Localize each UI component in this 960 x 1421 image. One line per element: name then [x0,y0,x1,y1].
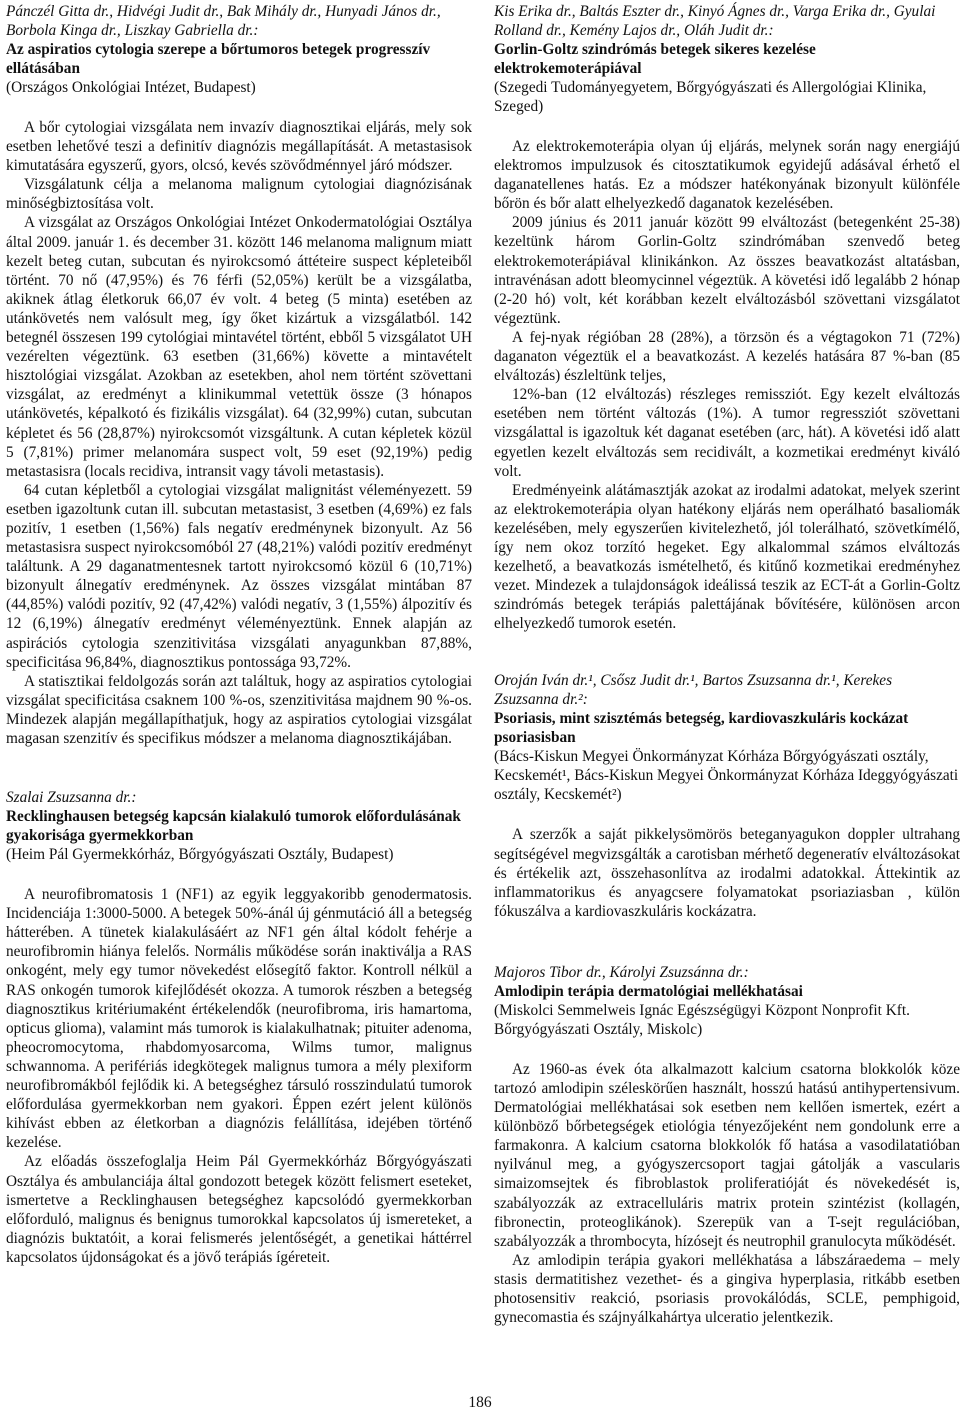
abstract-paragraph: 64 cutan képletből a cytologiai vizsgálat malignitást véleményezett. 59 esetben igazoltunk cutan ill. subcutan metastasist, 3 esetben (4,69%) ez fals pozitív, 1 esetben (1,56%) fals negatív eredménynek bizonyult. Az 56 metastasisra suspect nyirokcsomóból 27 (48,21%) valódi pozitív eredményt találtunk. A 29 daganatmentesnek tartott nyirokcsomó közül 6 (10,71%) bizonyult álnegatív eredménynek. Az összes vizsgálat mintában 87 (44,85%) valódi pozitív, 92 (47,42%) valódi negatív, 3 (1,55%) álpozitív és 12 (6,19%) álnegatív eredményt véleményeztünk. Ennek alapján az aspirációs cytologia szenzitivitása vizsgálati anyagunkban 87,88%, specificitása 96,84%, diagnosztikus pontossága 93,72%. [6,481,472,671]
abstract-title: Gorlin-Goltz szindrómás betegek sikeres kezelése elektrokemoterápiával [494,41,816,77]
abstract-paragraph: Az amlodipin terápia gyakori mellékhatása a lábszáraedema – mely stasis dermatitishez vezethet- és a gingiva hyperplasia, ritkább esetben photosensitiv reakció, psoriasis provokálódás, SCLE, pemphigoid, gynecomastia és szájnyálkahártya ulceratio jelentkezik. [494,1251,960,1327]
abstract-paragraph: A bőr cytologiai vizsgálata nem invazív diagnosztikai eljárás, mely sok esetben lehetővé teszi a definitív diagnózis megállapítását. A metastasisok kimutatására egyszerű, gyors, olcsó, kevés szövődménnyel járó módszer. [6,119,472,175]
left-column [6,2,472,1267]
abstract-recklinghausen [6,788,472,1267]
abstract-paragraph: A szerzők a saját pikkelysömörös beteganyagukon doppler ultrahang segítségével megvizsgálták a carotisban mérhető degeneratív elváltozásokat és értékelik azt, összehasonlítva az irodalmi adatokkal. Áttekintik az inflammatorikus és anyagcsere folyamatokat psoriaziasban , külön fókuszálva a kardiovaszkuláris kockázatra. [494,826,960,920]
abstract-body [494,825,960,920]
abstract-paragraph: A statisztikai feldolgozás során azt találtuk, hogy az aspiratios cytologiai vizsgálat specificitása csaknem 100 %-os, szenzitivitása majdnem 90 %-os. Mindezek alapján megállapíthatjuk, hogy az aspiratios cytologiai vizsgálat magasan szenzitív és specifikus módszer a melanoma diagnosztikájában. [6,672,472,747]
abstract-paragraph: Eredményeink alátámasztják azokat az irodalmi adatokat, melyek szerint az elektrokemoterápia olyan hatékony eljárás nem operálható basaliomák kezelésében, mely egyszerűen kivitelezhető, jól tolerálható, szövetkímélő, így nem okoz torzító hegeket. Egy alkalommal számos elváltozás kezelhető, a beavatkozás ismételhető, és kitűnő kozmetikai eredményhez vezet. Mindezek a tulajdonságok ideálissá teszik az ECT-át a Gorlin-Goltz szindrómás betegek terápiás palettájának bővítésére, különösen arcon elhelyezkedő tumorok esetén. [494,481,960,633]
abstract-authors: Pánczél Gitta dr., Hidvégi Judit dr., Bak Mihály dr., Hunyadi János dr., Borbola Kinga dr., Liszkay Gabriella dr.: [6,3,441,39]
abstract-paragraph: Az 1960-as évek óta alkalmazott kalcium csatorna blokkolók köze tartozó amlodipin széleskörűen használt, hosszú hatású antihypertensivum. Dermatológiai mellékhatásai sok esetben nem kellően ismertek, ezért a különböző bőrbetegségek etiológia tényezőjeként nem gondolunk erre a farmakonra. A kalcium csatorna blokkolók fő hatása a vasodilatatióban nyilvánul meg, a gyógyszercsoport tagjai gátolják a vascularis simaizomsejtek és fibroblastok proliferatióját és növekedését is, szabályozzák az extracelluláris matrix protein szintézist (kollagén, fibronectin, proteoglikánok). Szerepük van a T-sejt regulációban, szabályozzák a thrombocyta, hízósejt és neutrophil granulocyta működését. [494,1060,960,1250]
abstract-institution: (Szegedi Tudományegyetem, Bőrgyógyászati és Allergológiai Klinika, Szeged) [494,79,927,115]
abstract-psoriasis [494,671,960,920]
abstract-institution: (Miskolci Semmelweis Ignác Egészségügyi Központ Nonprofit Kft. Bőrgyógyászati Osztály, Miskolc) [494,1001,910,1038]
abstract-authors: Oroján Iván dr.¹, Csősz Judit dr.¹, Bartos Zsuzsanna dr.¹, Kerekes Zsuzsanna dr.²: [494,672,893,709]
abstract-body [494,137,960,633]
abstract-paragraph: 2009 június és 2011 január között 99 elváltozást (betegenként 25-38) kezeltünk három Gorlin-Goltz szindrómában szenvedő beteg elektrokemoterápiával klinikánkon. Az összes beavatkozást altatásban, intravénásan adott bleomycinnel végeztük. A követési idő legalább 2 hónap (2-20 hó) volt, két korábban kezelt elváltozásból szövettani vizsgálatot végeztünk. [494,214,960,327]
abstract-authors: Majoros Tibor dr., Károlyi Zsuzsánna dr.: [494,963,749,981]
abstract-institution: (Országos Onkológiai Intézet, Budapest) [6,79,256,96]
abstract-amlodipin [494,963,960,1327]
abstract-title: Psoriasis, mint szisztémás betegség, kardiovaszkuláris kockázat psoriasisban [494,710,909,747]
abstract-title: Recklinghausen betegség kapcsán kialakuló tumorok előfordulásának gyakorisága gyermekkorban [6,808,461,845]
abstract-title: Az aspiratios cytologia szerepe a bőrtumoros betegek progresszív ellátásában [6,41,431,77]
abstract-body [6,118,472,748]
abstract-paragraph: A vizsgálat az Országos Onkológiai Intézet Onkodermatológiai Osztálya által 2009. január 1. és december 31. között 146 melanoma malignum miatt kezelt beteg cutan, subcutan és nyirokcsomó áttéteire suspect képleteiből történt. 70 nő (47,95%) és 76 férfi (52,05%) került be a vizsgálatba, akiknek átlag életkoruk 66,07 év volt. 4 beteg (5 minta) esetében az utánkövetés nem valósult meg, így őket kizártuk a vizsgálatból. 142 betegnél összesen 199 cytológiai mintavétel történt, ebből 5 vizsgálatot UH vezérelten végeztünk. 63 esetben (31,66%) követte a mintavételt hisztológiai vizsgálat. Azokban az esetekben, ahol nem történt szövettani vizsgálat, az eredményt a klinikummal vetettük össze (3 hónapos utánkövetés, képalkotó és fizikális vizsgálat). 64 (32,99%) cutan, subcutan képletet és 56 (28,87%) nyirokcsomót vizsgáltunk. A cutan képletek közül 5 (7,81%) primer melanomára suspect volt, 59 eset (92,19%) pedig metastasisra (locals recidiva, intransit vagy távoli metastasis). [6,214,472,480]
abstract-title: Amlodipin terápia dermatológiai mellékhatásai [494,982,803,1000]
page-number: 186 [468,1394,492,1411]
abstract-paragraph: A neurofibromatosis 1 (NF1) az egyik leggyakoribb genodermatosis. Incidenciája 1:3000-5000. A betegek 50%-ánál új génmutáció áll a betegség hátterében. A tünetek kialakulásáért az NF1 gén által kódolt fehérje a neurofibromin hiánya felelős. Normális működése során inaktiválja a RAS onkogént, mely egy tumor növekedést elősegítő faktor. Kontroll nélkül a RAS onkogén tumorok kifejlődését okozza. A tumorok részben a betegség diagnosztikus kritériumaként értékelendők (neurofibroma, iris hamartoma, opticus glioma), valamint más tumorok is kialakulhatnak; pituiter adenoma, pheocromocytoma, rhabdomyosarcoma, Wilms tumor, malignus schwannoma. A perifériás idegkötegek malignus tumora a mély plexiform neurofibromákból fejlődik ki. A betegséghez társuló rosszindulatú tumorok előfordulása gyermekkorban nem gyakori. Éppen ezért jelent különös kihívást ebben az életkorban a diagnózis felállítása, idejében történő kezelése. [6,886,472,1152]
abstract-paragraph: Vizsgálatunk célja a melanoma malignum cytologiai diagnózisának minőségbiztosítása volt. [6,176,472,213]
abstract-authors: Szalai Zsuzsanna dr.: [6,789,137,807]
abstract-gorlin-goltz [494,2,960,633]
abstract-paragraph: 12%-ban (12 elváltozás) részleges remissziót. Egy kezelt elváltozás esetében nem történt változás (1%). A tumor regressziót szövettani vizsgálattal is igazoltuk két daganat esetében (arc, hát). A követési idő alatt egyetlen kezelt elváltozás sem recidivált, a kozmetikai eredményt kiváló volt. [494,386,960,480]
abstract-body [494,1060,960,1327]
abstract-paragraph: Az előadás összefoglalja Heim Pál Gyermekkórház Bőrgyógyászati Osztálya és ambulanciája által gondozott betegek között felismert eseteket, ismertetve a Recklinghausen betegséghez kapcsolódó gyermekkorban előforduló, malignus és benignus tumorokkal kapcsolatos új ismereteket, a diagnózis buktatóit, a korai felismerés jelentőségét, a genetikai háttérrel kapcsolatos újdonságokat és a jövő terápiás ígéreteit. [6,1153,472,1266]
abstract-paragraph: Az elektrokemoterápia olyan új eljárás, melynek során nagy energiájú elektromos impulzusok és citosztatikumok egyidejű adásával érhető el daganatellenes hatás. Ez a módszer hatékonyának bizonyult különféle bőrön és bőr alatt elhelyezkedő daganatok kezelésében. [494,138,960,213]
abstract-institution: (Bács-Kiskun Megyei Önkormányzat Kórháza Bőrgyógyászati osztály, Kecskemét¹, Bács-Kiskun Megyei Önkormányzat Kórháza Ideggyógyászati osztály, Kecskemét²) [494,748,959,804]
abstract-institution: (Heim Pál Gyermekkórház, Bőrgyógyászati Osztály, Budapest) [6,846,394,864]
abstract-body [6,885,472,1267]
abstract-authors: Kis Erika dr., Baltás Eszter dr., Kinyó Ágnes dr., Varga Erika dr., Gyulai Rolland dr., Kemény Lajos dr., Oláh Judit dr.: [494,3,936,39]
abstract-paragraph: A fej-nyak régióban 28 (28%), a törzsön és a végtagokon 71 (72%) daganaton végeztük el a beavatkozást. A kezelés hatására 87 %-ban (85 elváltozás) észleltünk teljes, [494,328,960,385]
abstract-aspiratios-cytologia [6,2,472,748]
right-column [494,2,960,1327]
